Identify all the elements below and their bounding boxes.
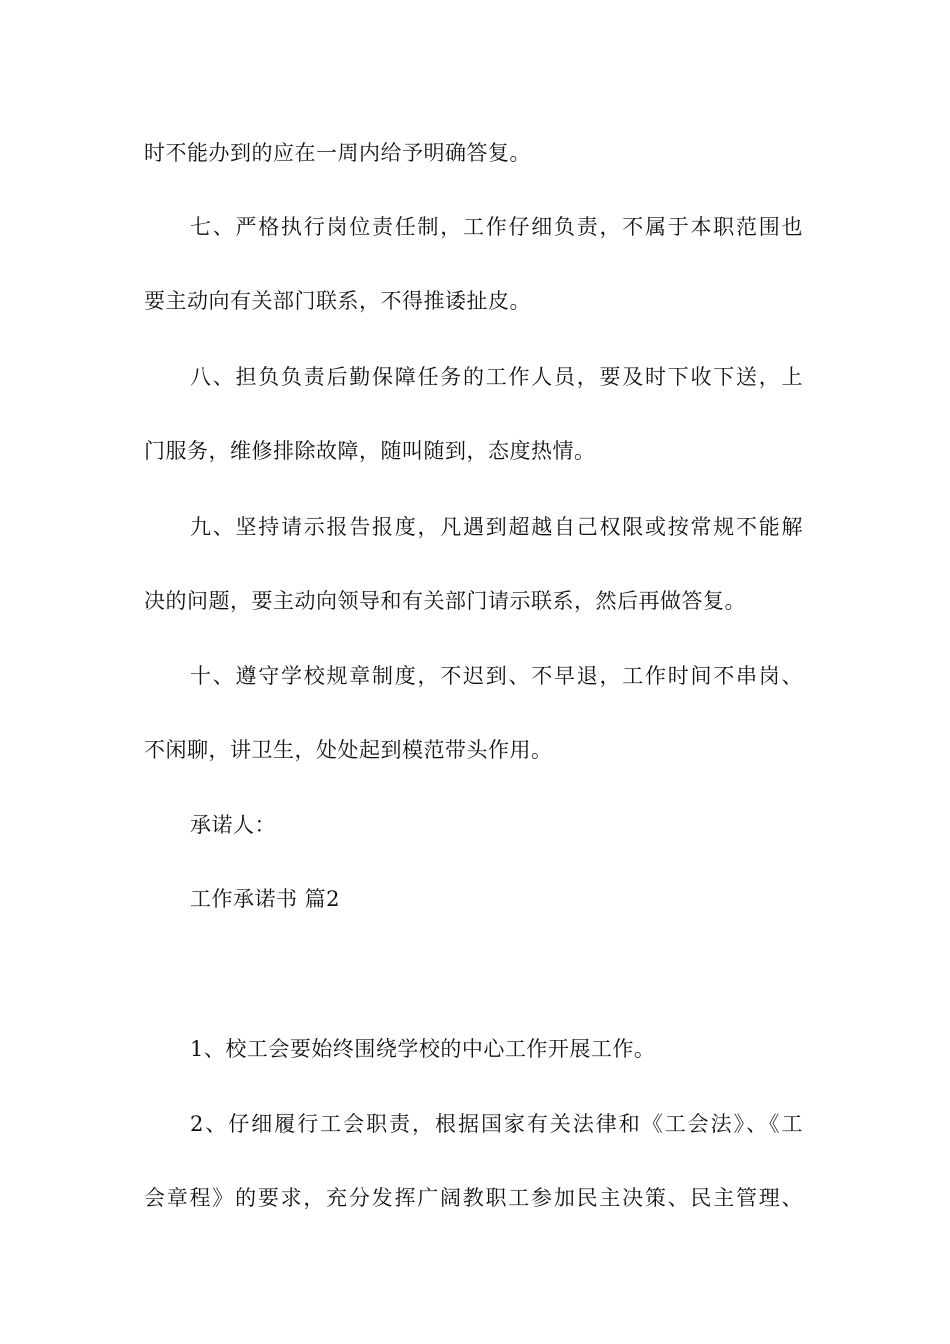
text-line: 会章程》的要求，充分发挥广阔教职工参加民主决策、民主管理、 [144,1186,803,1210]
text-line: 决的问题，要主动向领导和有关部门请示联系，然后再做答复。 [144,589,746,613]
section-heading: 工作承诺书 篇2 [190,887,341,911]
text-line: 门服务，维修排除故障，随叫随到，态度热情。 [144,439,596,463]
text-line: 八、担负负责后勤保障任务的工作人员，要及时下收下送，上 [190,365,803,389]
signatory-label: 承诺人： [190,813,276,837]
text-line: 九、坚持请示报告报度，凡遇到超越自己权限或按常规不能解 [190,515,803,539]
text-line: 不闲聊，讲卫生，处处起到模范带头作用。 [144,738,553,762]
text-line: 2、仔细履行工会职责，根据国家有关法律和《工会法》、《工 [190,1112,803,1136]
text-line: 1、校工会要始终围绕学校的中心工作开展工作。 [190,1037,656,1061]
text-line: 要主动向有关部门联系，不得推诿扯皮。 [144,289,531,313]
text-line: 时不能办到的应在一周内给予明确答复。 [144,141,531,165]
text-line: 十、遵守学校规章制度，不迟到、不早退，工作时间不串岗、 [190,664,803,688]
text-line: 七、严格执行岗位责任制，工作仔细负责，不属于本职范围也 [190,215,803,239]
